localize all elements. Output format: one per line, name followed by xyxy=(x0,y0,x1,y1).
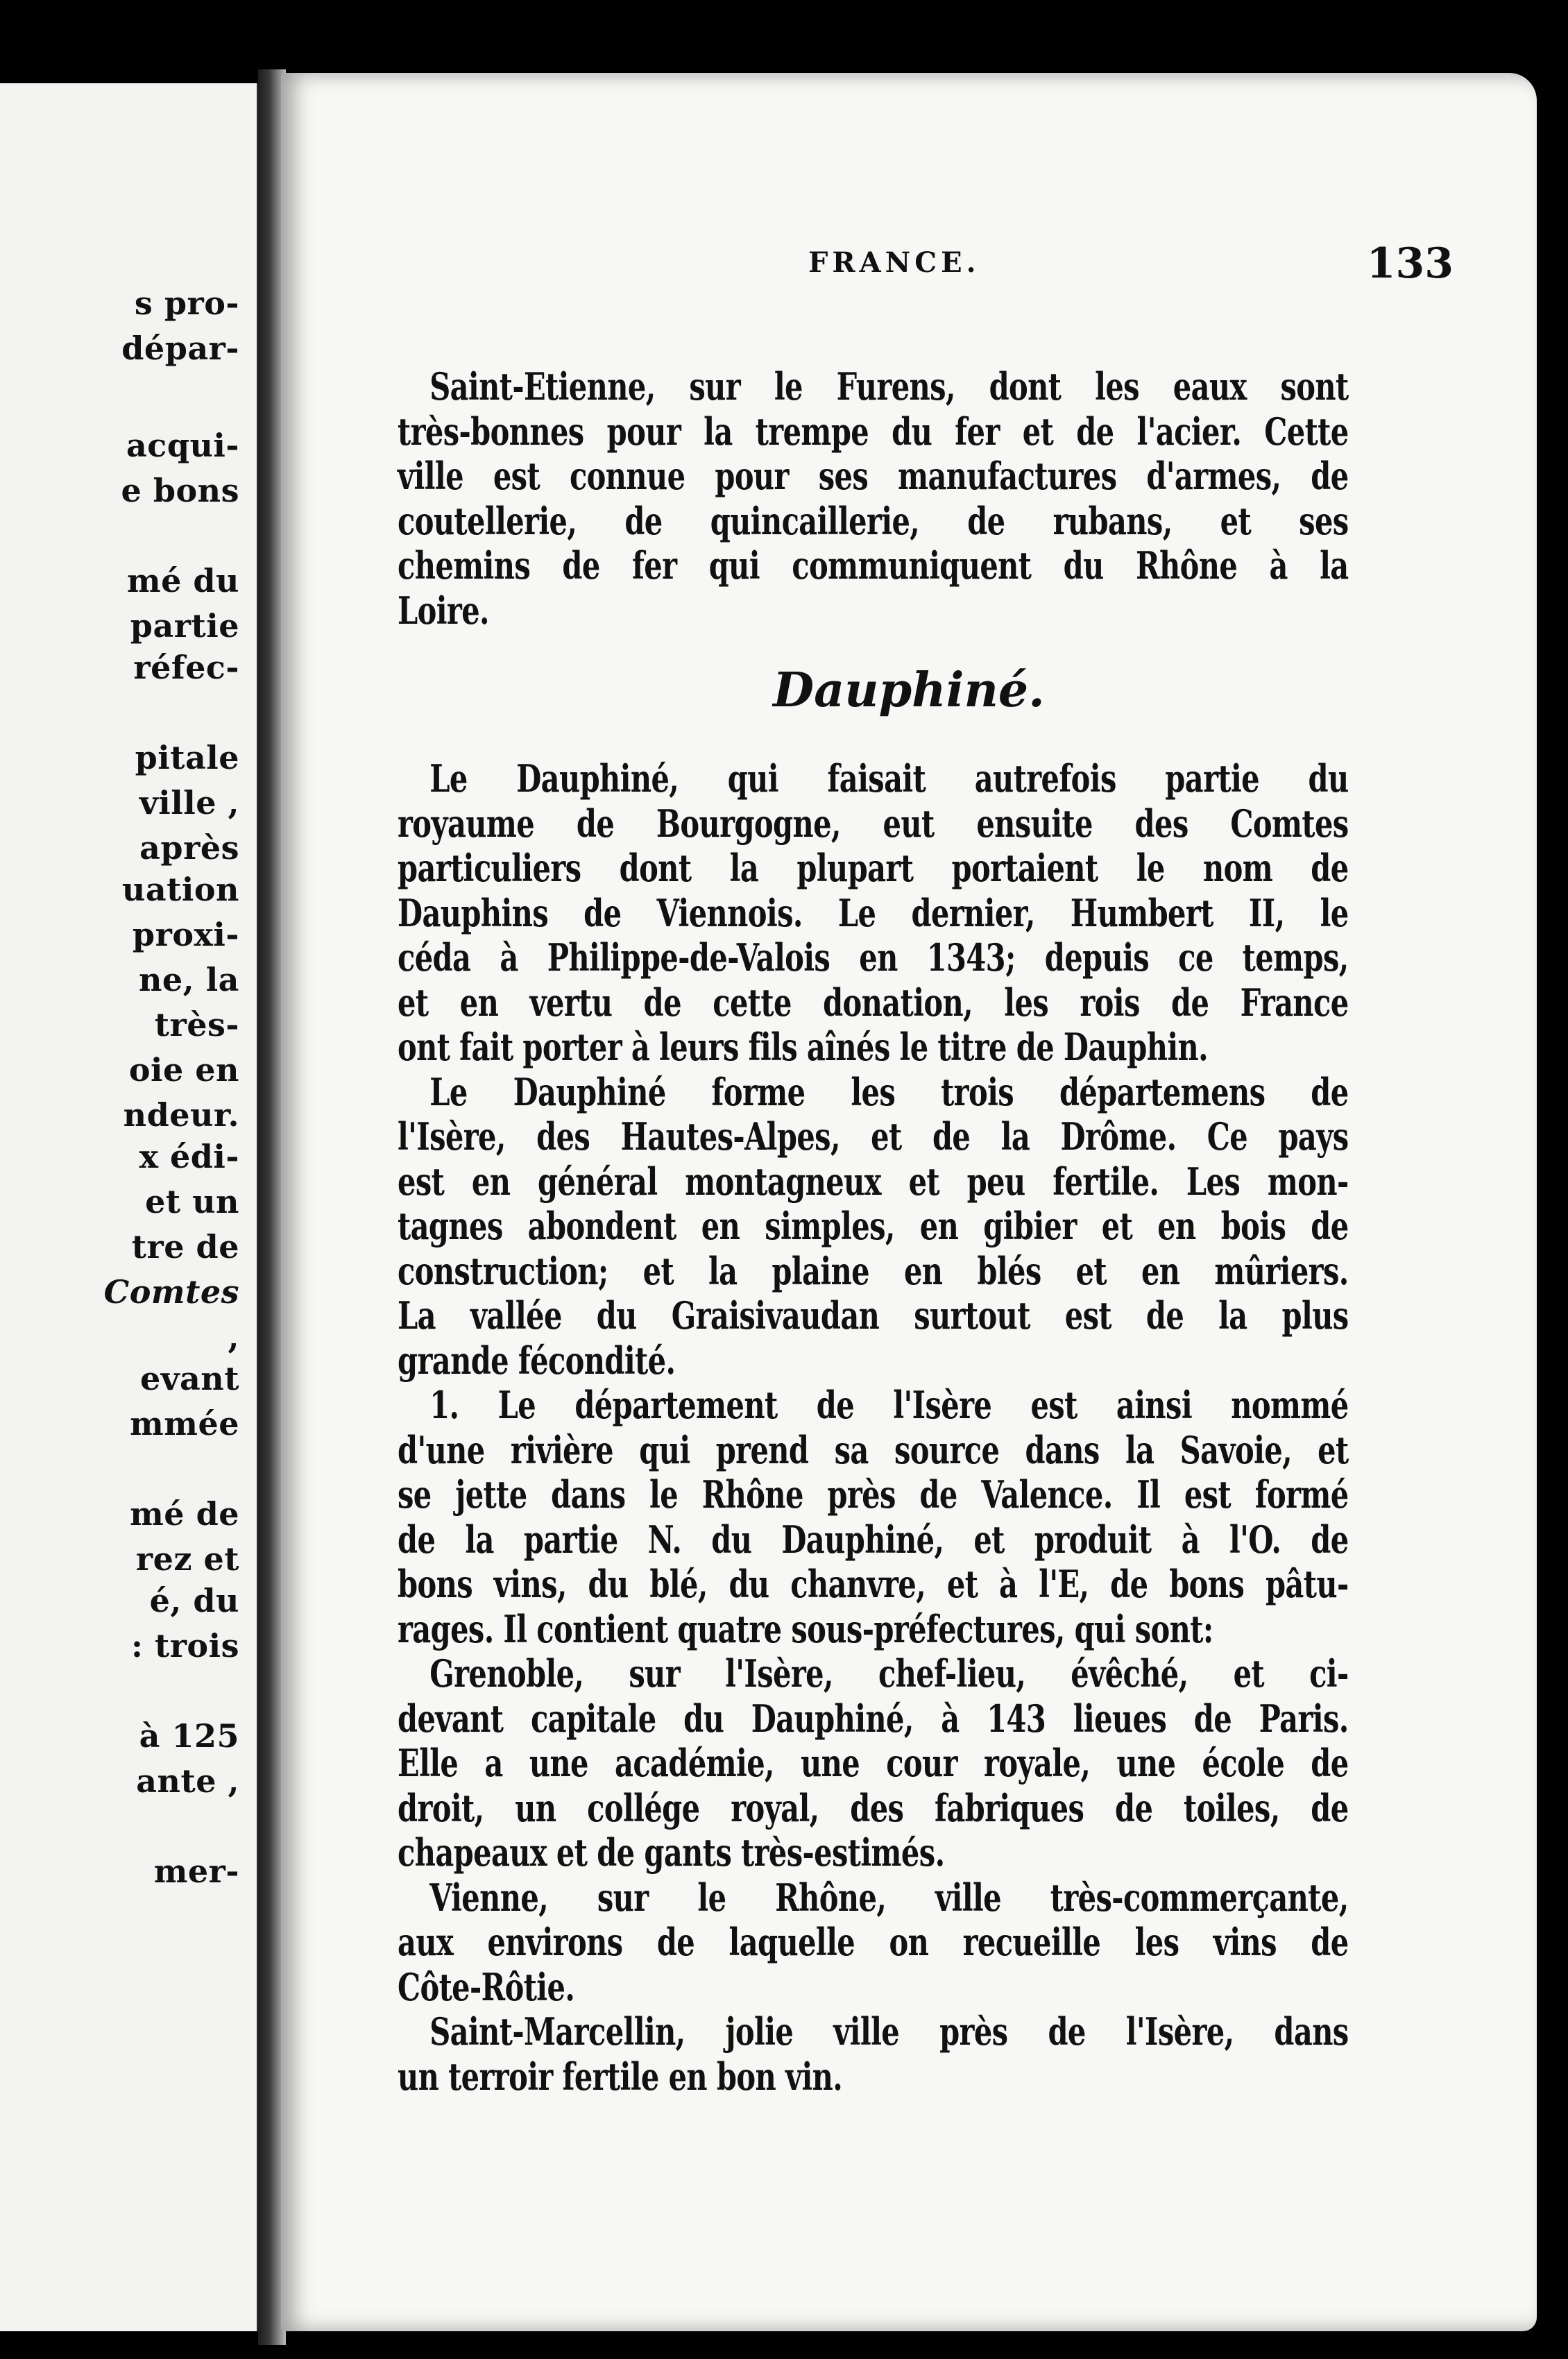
para3-line: bons vins, du blé, du chanvre, et à l'E, de bons pâtu- xyxy=(398,1562,1349,1606)
previous-page-line: é, du xyxy=(149,1582,239,1619)
para1-line: Dauphins de Viennois. Le dernier, Humbert II, le xyxy=(398,890,1349,935)
previous-page-line: rez et xyxy=(135,1540,239,1578)
intro-paragraph xyxy=(398,364,1349,633)
previous-page-fragment xyxy=(0,83,261,2331)
previous-page-line: ante , xyxy=(136,1762,239,1800)
dauphine-section xyxy=(398,756,1349,2099)
section-title: Dauphiné. xyxy=(773,663,1045,718)
para2-line: Le Dauphiné forme les trois départemens de xyxy=(429,1069,1349,1114)
para1-line: et en vertu de cette donation, les rois de France xyxy=(398,980,1349,1025)
para4-line: Elle a une académie, une cour royale, une école de xyxy=(398,1741,1349,1785)
para3-line: se jette dans le Rhône près de Valence. Il est formé xyxy=(398,1472,1349,1517)
para3-line: d'une rivière qui prend sa source dans la Savoie, et xyxy=(398,1427,1349,1472)
previous-page-line: e bons xyxy=(121,472,239,509)
previous-page-line: : trois xyxy=(130,1627,239,1664)
running-head: FRANCE. xyxy=(808,246,980,279)
para2-line: grande fécondité. xyxy=(398,1338,676,1383)
para1-line: céda à Philippe-de-Valois en 1343; depuis ce temps, xyxy=(398,935,1349,980)
previous-page-line: à 125 xyxy=(139,1717,239,1755)
previous-page-line: mé de xyxy=(130,1495,239,1533)
para4-line: droit, un collége royal, des fabriques de toiles, de xyxy=(398,1785,1349,1830)
para2-line: construction; et la plaine en blés et en mûriers. xyxy=(398,1248,1349,1293)
previous-page-line: ndeur. xyxy=(123,1096,239,1134)
page-header xyxy=(281,239,1537,295)
intro_paragraph-line: coutellerie, de quincaillerie, de rubans, et ses xyxy=(398,498,1349,543)
para5-line: Côte-Rôtie. xyxy=(398,1964,575,2009)
previous-page-line: mmée xyxy=(130,1405,239,1442)
previous-page-line: ville , xyxy=(139,784,239,821)
para1-line: royaume de Bourgogne, eut ensuite des Comtes xyxy=(398,801,1349,846)
previous-page-line: mé du xyxy=(126,562,239,599)
para3-line: 1. Le département de l'Isère est ainsi nommé xyxy=(429,1383,1349,1427)
intro_paragraph-line: ville est connue pour ses manufactures d'armes, de xyxy=(398,454,1349,498)
para2-line: tagnes abondent en simples, en gibier et en bois de xyxy=(398,1204,1349,1248)
book-page xyxy=(281,73,1537,2331)
intro_paragraph-line: Loire. xyxy=(398,588,489,633)
intro_paragraph-line: Saint-Etienne, sur le Furens, dont les eaux sont xyxy=(429,364,1349,409)
previous-page-line: dépar- xyxy=(121,330,239,367)
para1-line: particuliers dont la plupart portaient le nom de xyxy=(398,846,1349,890)
para4-line: chapeaux et de gants très-estimés. xyxy=(398,1830,945,1875)
para1-line: Le Dauphiné, qui faisait autrefois partie du xyxy=(429,756,1349,801)
previous-page-line: x édi- xyxy=(139,1138,239,1175)
previous-page-line: evant xyxy=(140,1360,239,1397)
para4-line: Grenoble, sur l'Isère, chef-lieu, évêché, et ci- xyxy=(429,1651,1349,1696)
previous-page-line: acqui- xyxy=(126,427,239,464)
para2-line: est en général montagneux et peu fertile. Les mon- xyxy=(398,1159,1349,1204)
previous-page-line: pitale xyxy=(135,739,239,776)
para6-line: Saint-Marcellin, jolie ville près de l'Isère, dans xyxy=(429,2009,1349,2054)
para6-line: un terroir fertile en bon vin. xyxy=(398,2054,843,2099)
para5-line: Vienne, sur le Rhône, ville très-commerçante, xyxy=(429,1875,1349,1920)
previous-page-line: s pro- xyxy=(134,284,239,322)
para2-line: La vallée du Graisivaudan surtout est de la plus xyxy=(398,1293,1349,1338)
previous-page-line: mer- xyxy=(153,1853,239,1890)
previous-page-line: très- xyxy=(154,1006,239,1044)
previous-page-line: après xyxy=(139,829,239,867)
intro_paragraph-line: très-bonnes pour la trempe du fer et de l'acier. Cette xyxy=(398,409,1349,454)
previous-page-line: partie xyxy=(130,607,239,645)
para3-line: de la partie N. du Dauphiné, et produit à l'O. de xyxy=(398,1517,1349,1562)
previous-page-line: uation xyxy=(121,871,239,908)
previous-page-line: tre de xyxy=(131,1228,239,1266)
para1-line: ont fait porter à leurs fils aînés le titre de Dauphin. xyxy=(398,1025,1209,1069)
previous-page-line: et un xyxy=(145,1183,239,1220)
previous-page-line: Comtes xyxy=(103,1273,239,1311)
previous-page-line: réfec- xyxy=(133,649,239,686)
previous-page-line: ne, la xyxy=(138,961,239,998)
intro_paragraph-line: chemins de fer qui communiquent du Rhône à la xyxy=(398,543,1349,588)
para4-line: devant capitale du Dauphiné, à 143 lieues de Paris. xyxy=(398,1696,1349,1741)
page-number: 133 xyxy=(1366,239,1454,288)
previous-page-line: oie en xyxy=(128,1051,239,1089)
para2-line: l'Isère, des Hautes-Alpes, et de la Drôme. Ce pays xyxy=(398,1114,1349,1159)
para5-line: aux environs de laquelle on recueille les vins de xyxy=(398,1920,1349,1964)
para3-line: rages. Il contient quatre sous-préfectures, qui sont: xyxy=(398,1606,1213,1651)
previous-page-line: proxi- xyxy=(132,916,239,953)
previous-page-line: , xyxy=(228,1318,239,1356)
